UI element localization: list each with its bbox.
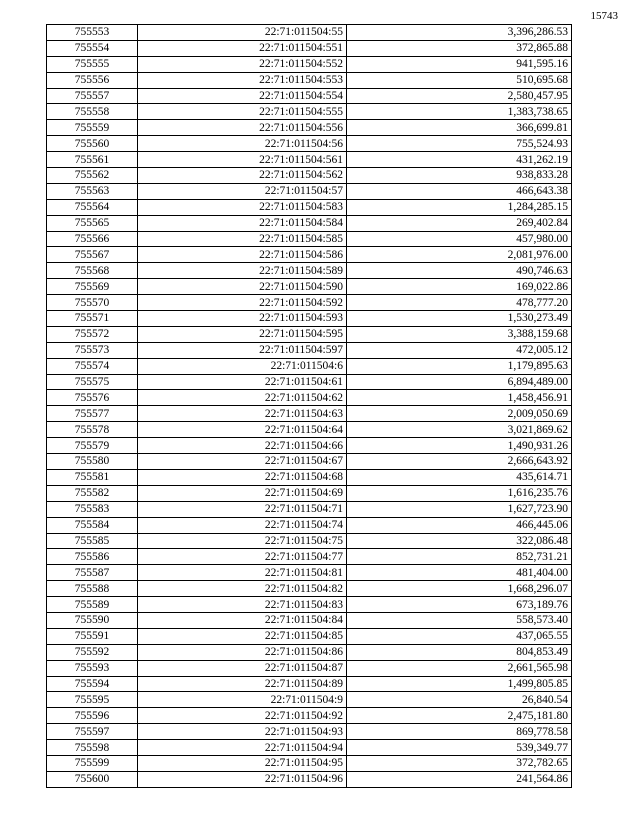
cadastral-number-cell: 22:71:011504:74 (138, 517, 347, 533)
table-row (47, 469, 572, 485)
table-row (47, 168, 572, 184)
cadastral-number-cell: 22:71:011504:83 (138, 597, 347, 613)
value-cell: 1,530,273.49 (347, 311, 572, 327)
row-id-cell: 755585 (47, 533, 138, 549)
row-id-cell: 755574 (47, 358, 138, 374)
table-row (47, 72, 572, 88)
table-row (47, 390, 572, 406)
table-row (47, 692, 572, 708)
table-row (47, 660, 572, 676)
table-row (47, 326, 572, 342)
cadastral-number-cell: 22:71:011504:89 (138, 676, 347, 692)
cadastral-number-cell: 22:71:011504:586 (138, 247, 347, 263)
table-row (47, 581, 572, 597)
cadastral-number-cell: 22:71:011504:93 (138, 724, 347, 740)
table-row (47, 342, 572, 358)
value-cell: 457,980.00 (347, 231, 572, 247)
table-row (47, 612, 572, 628)
row-id-cell: 755600 (47, 771, 138, 787)
row-id-cell: 755573 (47, 342, 138, 358)
value-cell: 869,778.58 (347, 724, 572, 740)
row-id-cell: 755598 (47, 740, 138, 756)
value-cell: 1,668,296.07 (347, 581, 572, 597)
cadastral-number-cell: 22:71:011504:61 (138, 374, 347, 390)
row-id-cell: 755556 (47, 72, 138, 88)
value-cell: 3,021,869.62 (347, 422, 572, 438)
table-row (47, 454, 572, 470)
table-row (47, 771, 572, 787)
row-id-cell: 755568 (47, 263, 138, 279)
table-row (47, 56, 572, 72)
cadastral-number-cell: 22:71:011504:63 (138, 406, 347, 422)
table-row (47, 152, 572, 168)
row-id-cell: 755566 (47, 231, 138, 247)
row-id-cell: 755572 (47, 326, 138, 342)
table-row (47, 755, 572, 771)
cadastral-number-cell: 22:71:011504:81 (138, 565, 347, 581)
row-id-cell: 755564 (47, 199, 138, 215)
value-cell: 2,661,565.98 (347, 660, 572, 676)
value-cell: 490,746.63 (347, 263, 572, 279)
table-row (47, 676, 572, 692)
cadastral-number-cell: 22:71:011504:62 (138, 390, 347, 406)
cadastral-number-cell: 22:71:011504:590 (138, 279, 347, 295)
cadastral-number-cell: 22:71:011504:554 (138, 88, 347, 104)
table-row (47, 565, 572, 581)
row-id-cell: 755555 (47, 56, 138, 72)
cadastral-number-cell: 22:71:011504:555 (138, 104, 347, 120)
row-id-cell: 755593 (47, 660, 138, 676)
value-cell: 169,022.86 (347, 279, 572, 295)
row-id-cell: 755575 (47, 374, 138, 390)
row-id-cell: 755570 (47, 295, 138, 311)
table-row (47, 136, 572, 152)
table-row (47, 628, 572, 644)
table-row (47, 279, 572, 295)
cadastral-number-cell: 22:71:011504:552 (138, 56, 347, 72)
row-id-cell: 755579 (47, 438, 138, 454)
cadastral-number-cell: 22:71:011504:96 (138, 771, 347, 787)
cadastral-number-cell: 22:71:011504:69 (138, 485, 347, 501)
table-row (47, 740, 572, 756)
value-cell: 2,081,976.00 (347, 247, 572, 263)
value-cell: 755,524.93 (347, 136, 572, 152)
table-row (47, 501, 572, 517)
row-id-cell: 755553 (47, 25, 138, 41)
cadastral-number-cell: 22:71:011504:92 (138, 708, 347, 724)
row-id-cell: 755578 (47, 422, 138, 438)
value-cell: 2,580,457.95 (347, 88, 572, 104)
table-row (47, 104, 572, 120)
cadastral-number-cell: 22:71:011504:57 (138, 183, 347, 199)
row-id-cell: 755554 (47, 40, 138, 56)
cadastral-number-cell: 22:71:011504:595 (138, 326, 347, 342)
cadastral-number-cell: 22:71:011504:71 (138, 501, 347, 517)
value-cell: 437,065.55 (347, 628, 572, 644)
table-row (47, 438, 572, 454)
cadastral-number-cell: 22:71:011504:84 (138, 612, 347, 628)
row-id-cell: 755561 (47, 152, 138, 168)
row-id-cell: 755592 (47, 644, 138, 660)
table-row (47, 263, 572, 279)
value-cell: 941,595.16 (347, 56, 572, 72)
cadastral-number-cell: 22:71:011504:77 (138, 549, 347, 565)
value-cell: 372,782.65 (347, 755, 572, 771)
table-row (47, 422, 572, 438)
cadastral-number-cell: 22:71:011504:82 (138, 581, 347, 597)
table-row (47, 215, 572, 231)
row-id-cell: 755567 (47, 247, 138, 263)
table-row (47, 406, 572, 422)
cadastral-number-cell: 22:71:011504:56 (138, 136, 347, 152)
cadastral-number-cell: 22:71:011504:66 (138, 438, 347, 454)
value-cell: 241,564.86 (347, 771, 572, 787)
value-cell: 431,262.19 (347, 152, 572, 168)
cadastral-number-cell: 22:71:011504:64 (138, 422, 347, 438)
value-cell: 938,833.28 (347, 168, 572, 184)
value-cell: 3,396,286.53 (347, 25, 572, 41)
value-cell: 852,731.21 (347, 549, 572, 565)
row-id-cell: 755584 (47, 517, 138, 533)
value-cell: 510,695.68 (347, 72, 572, 88)
table-row (47, 358, 572, 374)
row-id-cell: 755558 (47, 104, 138, 120)
value-cell: 804,853.49 (347, 644, 572, 660)
value-cell: 466,445.06 (347, 517, 572, 533)
row-id-cell: 755577 (47, 406, 138, 422)
table-row (47, 517, 572, 533)
value-cell: 322,086.48 (347, 533, 572, 549)
cadastral-number-cell: 22:71:011504:592 (138, 295, 347, 311)
cadastral-number-cell: 22:71:011504:94 (138, 740, 347, 756)
value-cell: 372,865.88 (347, 40, 572, 56)
row-id-cell: 755576 (47, 390, 138, 406)
table-row (47, 247, 572, 263)
value-cell: 1,383,738.65 (347, 104, 572, 120)
value-cell: 1,458,456.91 (347, 390, 572, 406)
value-cell: 6,894,489.00 (347, 374, 572, 390)
cadastral-number-cell: 22:71:011504:583 (138, 199, 347, 215)
table-row (47, 199, 572, 215)
table-row (47, 724, 572, 740)
row-id-cell: 755591 (47, 628, 138, 644)
table-row (47, 485, 572, 501)
cadastral-number-cell: 22:71:011504:95 (138, 755, 347, 771)
value-cell: 435,614.71 (347, 469, 572, 485)
value-cell: 466,643.38 (347, 183, 572, 199)
table-row (47, 25, 572, 41)
value-cell: 1,490,931.26 (347, 438, 572, 454)
row-id-cell: 755590 (47, 612, 138, 628)
value-cell: 26,840.54 (347, 692, 572, 708)
table-row (47, 231, 572, 247)
cadastral-number-cell: 22:71:011504:68 (138, 469, 347, 485)
value-cell: 673,189.76 (347, 597, 572, 613)
row-id-cell: 755565 (47, 215, 138, 231)
cadastral-number-cell: 22:71:011504:562 (138, 168, 347, 184)
row-id-cell: 755596 (47, 708, 138, 724)
value-cell: 2,666,643.92 (347, 454, 572, 470)
value-cell: 1,284,285.15 (347, 199, 572, 215)
row-id-cell: 755582 (47, 485, 138, 501)
page-number: 15743 (590, 10, 618, 22)
cadastral-number-cell: 22:71:011504:556 (138, 120, 347, 136)
table-row (47, 644, 572, 660)
cadastral-number-cell: 22:71:011504:87 (138, 660, 347, 676)
cadastral-number-cell: 22:71:011504:85 (138, 628, 347, 644)
value-cell: 472,005.12 (347, 342, 572, 358)
table-row (47, 533, 572, 549)
row-id-cell: 755599 (47, 755, 138, 771)
row-id-cell: 755587 (47, 565, 138, 581)
value-cell: 269,402.84 (347, 215, 572, 231)
table-row (47, 40, 572, 56)
cadastral-number-cell: 22:71:011504:561 (138, 152, 347, 168)
cadastral-number-cell: 22:71:011504:86 (138, 644, 347, 660)
row-id-cell: 755583 (47, 501, 138, 517)
value-cell: 481,404.00 (347, 565, 572, 581)
cadastral-number-cell: 22:71:011504:6 (138, 358, 347, 374)
row-id-cell: 755594 (47, 676, 138, 692)
row-id-cell: 755559 (47, 120, 138, 136)
registry-table (46, 24, 572, 788)
cadastral-number-cell: 22:71:011504:589 (138, 263, 347, 279)
cadastral-number-cell: 22:71:011504:585 (138, 231, 347, 247)
value-cell: 2,009,050.69 (347, 406, 572, 422)
row-id-cell: 755597 (47, 724, 138, 740)
cadastral-number-cell: 22:71:011504:55 (138, 25, 347, 41)
row-id-cell: 755589 (47, 597, 138, 613)
table-row (47, 88, 572, 104)
value-cell: 366,699.81 (347, 120, 572, 136)
table-row (47, 295, 572, 311)
row-id-cell: 755580 (47, 454, 138, 470)
table-row (47, 708, 572, 724)
row-id-cell: 755562 (47, 168, 138, 184)
table-row (47, 311, 572, 327)
cadastral-number-cell: 22:71:011504:67 (138, 454, 347, 470)
value-cell: 1,179,895.63 (347, 358, 572, 374)
row-id-cell: 755588 (47, 581, 138, 597)
value-cell: 3,388,159.68 (347, 326, 572, 342)
row-id-cell: 755563 (47, 183, 138, 199)
row-id-cell: 755595 (47, 692, 138, 708)
table-row (47, 549, 572, 565)
table-row (47, 597, 572, 613)
cadastral-number-cell: 22:71:011504:593 (138, 311, 347, 327)
cadastral-number-cell: 22:71:011504:75 (138, 533, 347, 549)
table-row (47, 374, 572, 390)
cadastral-number-cell: 22:71:011504:551 (138, 40, 347, 56)
cadastral-number-cell: 22:71:011504:597 (138, 342, 347, 358)
value-cell: 2,475,181.80 (347, 708, 572, 724)
row-id-cell: 755557 (47, 88, 138, 104)
cadastral-number-cell: 22:71:011504:9 (138, 692, 347, 708)
row-id-cell: 755581 (47, 469, 138, 485)
value-cell: 539,349.77 (347, 740, 572, 756)
cadastral-number-cell: 22:71:011504:584 (138, 215, 347, 231)
cadastral-number-cell: 22:71:011504:553 (138, 72, 347, 88)
value-cell: 1,627,723.90 (347, 501, 572, 517)
value-cell: 478,777.20 (347, 295, 572, 311)
table-row (47, 120, 572, 136)
value-cell: 1,616,235.76 (347, 485, 572, 501)
row-id-cell: 755586 (47, 549, 138, 565)
row-id-cell: 755571 (47, 311, 138, 327)
table-row (47, 183, 572, 199)
row-id-cell: 755560 (47, 136, 138, 152)
value-cell: 1,499,805.85 (347, 676, 572, 692)
row-id-cell: 755569 (47, 279, 138, 295)
table-body (47, 25, 572, 788)
value-cell: 558,573.40 (347, 612, 572, 628)
